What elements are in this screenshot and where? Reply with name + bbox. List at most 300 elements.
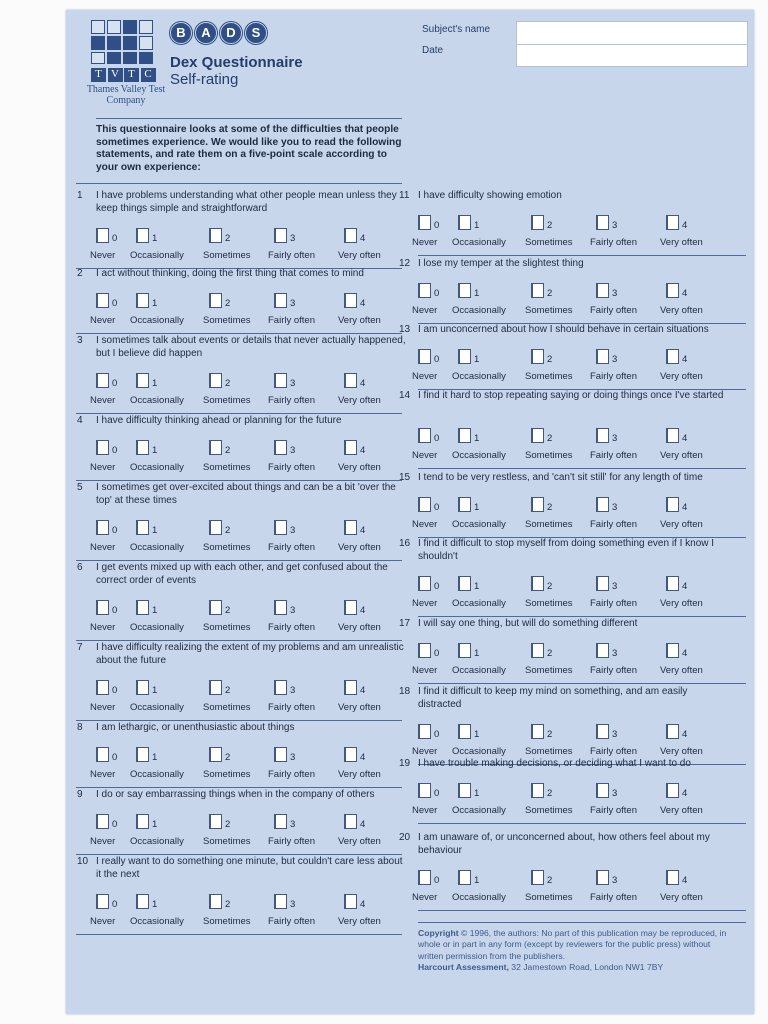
rating-options <box>412 576 728 612</box>
rating-checkbox[interactable] <box>274 747 287 762</box>
rating-label: Fairly often <box>268 836 315 847</box>
rating-label: Fairly often <box>268 462 315 473</box>
divider <box>76 640 402 641</box>
divider <box>96 118 402 119</box>
rating-label: Very often <box>660 371 703 382</box>
rating-checkbox[interactable] <box>458 349 471 364</box>
rating-value: 4 <box>682 788 688 799</box>
divider <box>418 616 746 617</box>
rating-label: Never <box>412 665 438 676</box>
rating-value: 2 <box>225 685 231 696</box>
rating-checkbox[interactable] <box>136 894 149 909</box>
rating-label: Very often <box>338 315 381 326</box>
rating-options <box>412 283 728 319</box>
rating-value: 1 <box>474 502 480 513</box>
rating-checkbox[interactable] <box>531 643 544 658</box>
rating-label: Never <box>90 622 116 633</box>
question-text <box>77 562 406 587</box>
question-statement: I have difficulty thinking ahead or planning for the future <box>96 415 342 426</box>
rating-checkbox[interactable] <box>666 724 679 739</box>
publisher-name: Harcourt Assessment, <box>418 962 509 973</box>
rating-label: Very often <box>338 916 381 927</box>
rating-checkbox[interactable] <box>418 428 431 443</box>
rating-checkbox[interactable] <box>418 283 431 298</box>
rating-label: Occasionally <box>130 395 184 406</box>
rating-value: 1 <box>474 648 480 659</box>
question-text <box>77 268 406 281</box>
rating-value: 4 <box>682 729 688 740</box>
rating-checkbox[interactable] <box>596 576 609 591</box>
question-statement: I will say one thing, but will do something different <box>418 618 638 629</box>
question-statement: I sometimes talk about events or details that never actually happened, but I believe did happen <box>96 335 406 359</box>
rating-value: 1 <box>152 525 158 536</box>
rating-checkbox[interactable] <box>458 283 471 298</box>
rating-label: Sometimes <box>525 450 573 461</box>
rating-checkbox[interactable] <box>209 680 222 695</box>
rating-label: Sometimes <box>203 769 251 780</box>
rating-label: Never <box>90 542 116 553</box>
rating-label: Never <box>412 805 438 816</box>
rating-checkbox[interactable] <box>596 870 609 885</box>
question-number: 7 <box>77 642 83 653</box>
rating-options <box>90 440 406 476</box>
rating-checkbox[interactable] <box>666 870 679 885</box>
rating-value: 2 <box>547 581 553 592</box>
question-number: 3 <box>77 335 83 346</box>
rating-option <box>268 747 344 783</box>
divider <box>76 183 402 184</box>
rating-value: 0 <box>112 752 118 763</box>
rating-checkbox[interactable] <box>344 600 357 615</box>
rating-checkbox[interactable] <box>666 576 679 591</box>
rating-value: 1 <box>152 605 158 616</box>
rating-label: Sometimes <box>203 395 251 406</box>
rating-option <box>452 783 528 819</box>
rating-checkbox[interactable] <box>96 680 109 695</box>
rating-options <box>90 373 406 409</box>
rating-checkbox[interactable] <box>136 520 149 535</box>
rating-value: 4 <box>682 433 688 444</box>
rating-checkbox[interactable] <box>96 520 109 535</box>
rating-option <box>590 724 666 760</box>
question-number: 9 <box>77 789 83 800</box>
rating-value: 0 <box>434 220 440 231</box>
rating-label: Fairly often <box>590 665 637 676</box>
rating-label: Never <box>90 916 116 927</box>
rating-checkbox[interactable] <box>136 440 149 455</box>
rating-option <box>268 600 344 636</box>
rating-options <box>90 814 406 850</box>
rating-checkbox[interactable] <box>418 643 431 658</box>
rating-value: 2 <box>225 605 231 616</box>
divider <box>76 854 402 855</box>
rating-option <box>130 293 206 329</box>
rating-label: Sometimes <box>203 462 251 473</box>
rating-value: 1 <box>474 288 480 299</box>
question-number: 19 <box>399 758 411 769</box>
question-number: 1 <box>77 190 83 201</box>
rating-label: Fairly often <box>268 916 315 927</box>
rating-checkbox[interactable] <box>531 576 544 591</box>
rating-option <box>660 643 736 679</box>
rating-checkbox[interactable] <box>96 373 109 388</box>
rating-value: 3 <box>290 685 296 696</box>
rating-label: Occasionally <box>452 305 506 316</box>
rating-checkbox[interactable] <box>209 747 222 762</box>
rating-label: Occasionally <box>452 665 506 676</box>
rating-checkbox[interactable] <box>531 428 544 443</box>
rating-options <box>412 349 728 385</box>
rating-checkbox[interactable] <box>596 724 609 739</box>
rating-checkbox[interactable] <box>531 724 544 739</box>
rating-value: 1 <box>152 298 158 309</box>
rating-label: Occasionally <box>452 805 506 816</box>
rating-checkbox[interactable] <box>344 228 357 243</box>
rating-checkbox[interactable] <box>596 428 609 443</box>
question-statement: I really want to do something one minute, but couldn't care less about it the next <box>96 856 403 880</box>
rating-checkbox[interactable] <box>274 680 287 695</box>
question-number: 18 <box>399 686 411 697</box>
rating-options <box>412 724 728 760</box>
rating-checkbox[interactable] <box>666 428 679 443</box>
rating-checkbox[interactable] <box>344 520 357 535</box>
rating-checkbox[interactable] <box>274 293 287 308</box>
rating-option <box>130 894 206 930</box>
rating-checkbox[interactable] <box>274 520 287 535</box>
rating-checkbox[interactable] <box>458 783 471 798</box>
publisher-address: 32 Jamestown Road, London NW1 7BY <box>511 962 664 973</box>
rating-label: Fairly often <box>268 315 315 326</box>
question-statement: I find it difficult to stop myself from doing something even if I know I shouldn't <box>418 538 715 562</box>
rating-checkbox[interactable] <box>666 497 679 512</box>
rating-value: 0 <box>112 445 118 456</box>
rating-option <box>268 894 344 930</box>
question-number: 11 <box>399 190 410 201</box>
rating-checkbox[interactable] <box>274 440 287 455</box>
rating-checkbox[interactable] <box>209 440 222 455</box>
rating-checkbox[interactable] <box>344 293 357 308</box>
rating-checkbox[interactable] <box>274 373 287 388</box>
question-text <box>77 789 406 802</box>
rating-value: 3 <box>612 788 618 799</box>
rating-value: 3 <box>290 819 296 830</box>
divider <box>76 413 402 414</box>
question-text <box>77 415 406 428</box>
rating-checkbox[interactable] <box>596 643 609 658</box>
divider <box>76 333 402 334</box>
question-statement: I have difficulty showing emotion <box>418 190 562 201</box>
tvtc-letters: T V T C <box>91 68 157 82</box>
rating-label: Never <box>412 371 438 382</box>
rating-label: Occasionally <box>452 371 506 382</box>
rating-option <box>660 576 736 612</box>
rating-value: 0 <box>112 298 118 309</box>
rating-value: 4 <box>360 298 366 309</box>
rating-label: Never <box>90 315 116 326</box>
rating-label: Never <box>90 769 116 780</box>
rating-checkbox[interactable] <box>136 747 149 762</box>
divider <box>76 787 402 788</box>
rating-option <box>452 283 528 319</box>
rating-label: Never <box>412 892 438 903</box>
rating-checkbox[interactable] <box>531 870 544 885</box>
question-statement: I get events mixed up with each other, and get confused about the correct order of events <box>96 562 388 586</box>
rating-value: 3 <box>290 525 296 536</box>
rating-value: 0 <box>434 729 440 740</box>
rating-checkbox[interactable] <box>274 814 287 829</box>
rating-options <box>90 680 406 716</box>
rating-option <box>660 870 736 906</box>
rating-label: Never <box>90 836 116 847</box>
copyright-notice <box>418 928 736 974</box>
rating-option <box>130 373 206 409</box>
date-field[interactable] <box>516 44 748 67</box>
rating-label: Occasionally <box>130 622 184 633</box>
rating-label: Very often <box>338 395 381 406</box>
rating-checkbox[interactable] <box>96 293 109 308</box>
question-number: 13 <box>399 324 411 335</box>
rating-options <box>412 783 728 819</box>
rating-checkbox[interactable] <box>96 894 109 909</box>
rating-label: Very often <box>660 450 703 461</box>
rating-value: 0 <box>112 378 118 389</box>
rating-checkbox[interactable] <box>531 783 544 798</box>
question-text <box>77 856 406 881</box>
rating-checkbox[interactable] <box>418 576 431 591</box>
rating-checkbox[interactable] <box>209 293 222 308</box>
rating-value: 2 <box>225 899 231 910</box>
question-statement: I find it difficult to keep my mind on something, and am easily distracted <box>418 686 688 710</box>
rating-value: 4 <box>682 354 688 365</box>
rating-checkbox[interactable] <box>96 440 109 455</box>
rating-checkbox[interactable] <box>344 894 357 909</box>
rating-checkbox[interactable] <box>458 576 471 591</box>
rating-checkbox[interactable] <box>344 373 357 388</box>
rating-value: 0 <box>434 502 440 513</box>
rating-label: Sometimes <box>525 519 573 530</box>
rating-checkbox[interactable] <box>96 228 109 243</box>
rating-checkbox[interactable] <box>136 228 149 243</box>
rating-checkbox[interactable] <box>458 215 471 230</box>
divider <box>76 560 402 561</box>
rating-checkbox[interactable] <box>418 724 431 739</box>
rating-options <box>90 600 406 636</box>
rating-checkbox[interactable] <box>274 228 287 243</box>
rating-checkbox[interactable] <box>96 600 109 615</box>
rating-label: Never <box>90 250 116 261</box>
rating-label: Very often <box>660 892 703 903</box>
rating-checkbox[interactable] <box>458 724 471 739</box>
rating-value: 2 <box>225 752 231 763</box>
rating-value: 4 <box>360 605 366 616</box>
question-number: 10 <box>77 856 89 867</box>
question-number: 2 <box>77 268 83 279</box>
rating-label: Very often <box>660 305 703 316</box>
rating-label: Fairly often <box>590 519 637 530</box>
rating-label: Never <box>90 702 116 713</box>
rating-checkbox[interactable] <box>344 440 357 455</box>
rating-label: Occasionally <box>130 315 184 326</box>
question-statement: I have difficulty realizing the extent of my problems and am unrealistic about the future <box>96 642 404 666</box>
rating-checkbox[interactable] <box>666 643 679 658</box>
rating-value: 2 <box>225 525 231 536</box>
rating-option <box>268 520 344 556</box>
question-number: 6 <box>77 562 83 573</box>
rating-checkbox[interactable] <box>666 283 679 298</box>
rating-checkbox[interactable] <box>96 814 109 829</box>
question-text <box>77 190 406 215</box>
rating-option <box>660 783 736 819</box>
rating-checkbox[interactable] <box>458 428 471 443</box>
rating-checkbox[interactable] <box>96 747 109 762</box>
rating-checkbox[interactable] <box>274 894 287 909</box>
rating-label: Sometimes <box>203 250 251 261</box>
rating-checkbox[interactable] <box>418 783 431 798</box>
rating-checkbox[interactable] <box>531 215 544 230</box>
rating-checkbox[interactable] <box>596 215 609 230</box>
rating-value: 4 <box>360 685 366 696</box>
rating-option <box>660 428 736 464</box>
rating-checkbox[interactable] <box>136 680 149 695</box>
rating-value: 0 <box>112 233 118 244</box>
rating-value: 4 <box>360 233 366 244</box>
question-text <box>77 335 406 360</box>
question-statement: I have problems understanding what other people mean unless they keep things simple and straightforward <box>96 190 397 214</box>
rating-checkbox[interactable] <box>209 814 222 829</box>
rating-value: 4 <box>682 220 688 231</box>
divider <box>418 922 746 923</box>
rating-value: 4 <box>682 502 688 513</box>
rating-option <box>268 680 344 716</box>
rating-checkbox[interactable] <box>344 747 357 762</box>
rating-checkbox[interactable] <box>344 680 357 695</box>
rating-checkbox[interactable] <box>209 600 222 615</box>
question-statement: I lose my temper at the slightest thing <box>418 258 584 269</box>
rating-checkbox[interactable] <box>531 283 544 298</box>
question-statement: I tend to be very restless, and 'can't sit still' for any length of time <box>418 472 703 483</box>
rating-checkbox[interactable] <box>531 497 544 512</box>
rating-checkbox[interactable] <box>666 215 679 230</box>
rating-value: 2 <box>547 875 553 886</box>
rating-option <box>590 576 666 612</box>
question-text <box>77 722 406 735</box>
bads-badge: B A D S <box>170 22 267 44</box>
copyright-text: © 1996, the authors: No part of this publication may be reproduced, in whole or in part in any form (except by reviewers for the public press) without written permission from the publishers. <box>418 928 727 961</box>
rating-option <box>268 373 344 409</box>
rating-option <box>268 228 344 264</box>
question-statement: I am unaware of, or unconcerned about, how others feel about my behaviour <box>418 832 710 856</box>
rating-checkbox[interactable] <box>418 215 431 230</box>
rating-label: Fairly often <box>268 395 315 406</box>
rating-value: 1 <box>474 729 480 740</box>
rating-label: Fairly often <box>590 805 637 816</box>
rating-label: Occasionally <box>130 836 184 847</box>
rating-label: Never <box>412 519 438 530</box>
rating-value: 4 <box>360 525 366 536</box>
rating-value: 1 <box>152 685 158 696</box>
rating-checkbox[interactable] <box>418 349 431 364</box>
rating-value: 0 <box>434 648 440 659</box>
rating-checkbox[interactable] <box>209 894 222 909</box>
question-text <box>399 258 728 271</box>
rating-checkbox[interactable] <box>458 497 471 512</box>
rating-label: Never <box>412 305 438 316</box>
rating-checkbox[interactable] <box>274 600 287 615</box>
rating-value: 2 <box>225 233 231 244</box>
rating-option <box>660 215 736 251</box>
rating-label: Sometimes <box>203 836 251 847</box>
subject-name-field[interactable] <box>516 21 748 45</box>
rating-checkbox[interactable] <box>596 349 609 364</box>
question-text <box>399 832 728 857</box>
rating-option <box>590 283 666 319</box>
rating-value: 3 <box>290 605 296 616</box>
rating-label: Occasionally <box>452 892 506 903</box>
rating-option <box>660 349 736 385</box>
rating-checkbox[interactable] <box>531 349 544 364</box>
questionnaire-sheet <box>66 10 754 1014</box>
rating-checkbox[interactable] <box>136 600 149 615</box>
rating-value: 0 <box>434 288 440 299</box>
divider <box>418 255 746 256</box>
rating-label: Occasionally <box>452 598 506 609</box>
rating-label: Sometimes <box>525 598 573 609</box>
rating-label: Fairly often <box>590 305 637 316</box>
rating-label: Fairly often <box>590 450 637 461</box>
divider <box>76 480 402 481</box>
rating-option <box>130 814 206 850</box>
rating-label: Fairly often <box>268 250 315 261</box>
rating-checkbox[interactable] <box>209 520 222 535</box>
rating-checkbox[interactable] <box>209 228 222 243</box>
rating-checkbox[interactable] <box>209 373 222 388</box>
rating-label: Occasionally <box>130 462 184 473</box>
rating-options <box>90 520 406 556</box>
rating-label: Very often <box>660 598 703 609</box>
rating-label: Very often <box>660 519 703 530</box>
rating-checkbox[interactable] <box>418 497 431 512</box>
rating-checkbox[interactable] <box>596 283 609 298</box>
rating-value: 2 <box>547 354 553 365</box>
rating-checkbox[interactable] <box>136 293 149 308</box>
question-text <box>399 618 728 631</box>
rating-label: Fairly often <box>268 542 315 553</box>
rating-label: Occasionally <box>130 542 184 553</box>
rating-checkbox[interactable] <box>458 643 471 658</box>
rating-value: 3 <box>612 875 618 886</box>
rating-value: 4 <box>360 445 366 456</box>
rating-value: 0 <box>434 581 440 592</box>
rating-checkbox[interactable] <box>666 349 679 364</box>
rating-label: Very often <box>660 665 703 676</box>
company-name: Thames Valley Test Company <box>86 84 166 106</box>
rating-checkbox[interactable] <box>666 783 679 798</box>
rating-checkbox[interactable] <box>136 814 149 829</box>
rating-checkbox[interactable] <box>596 497 609 512</box>
rating-checkbox[interactable] <box>344 814 357 829</box>
rating-value: 3 <box>612 648 618 659</box>
rating-option <box>338 894 414 930</box>
rating-checkbox[interactable] <box>458 870 471 885</box>
rating-value: 1 <box>474 220 480 231</box>
rating-value: 2 <box>547 220 553 231</box>
rating-options <box>90 228 406 264</box>
rating-label: Fairly often <box>268 702 315 713</box>
rating-checkbox[interactable] <box>418 870 431 885</box>
rating-option <box>452 576 528 612</box>
rating-checkbox[interactable] <box>136 373 149 388</box>
rating-checkbox[interactable] <box>596 783 609 798</box>
